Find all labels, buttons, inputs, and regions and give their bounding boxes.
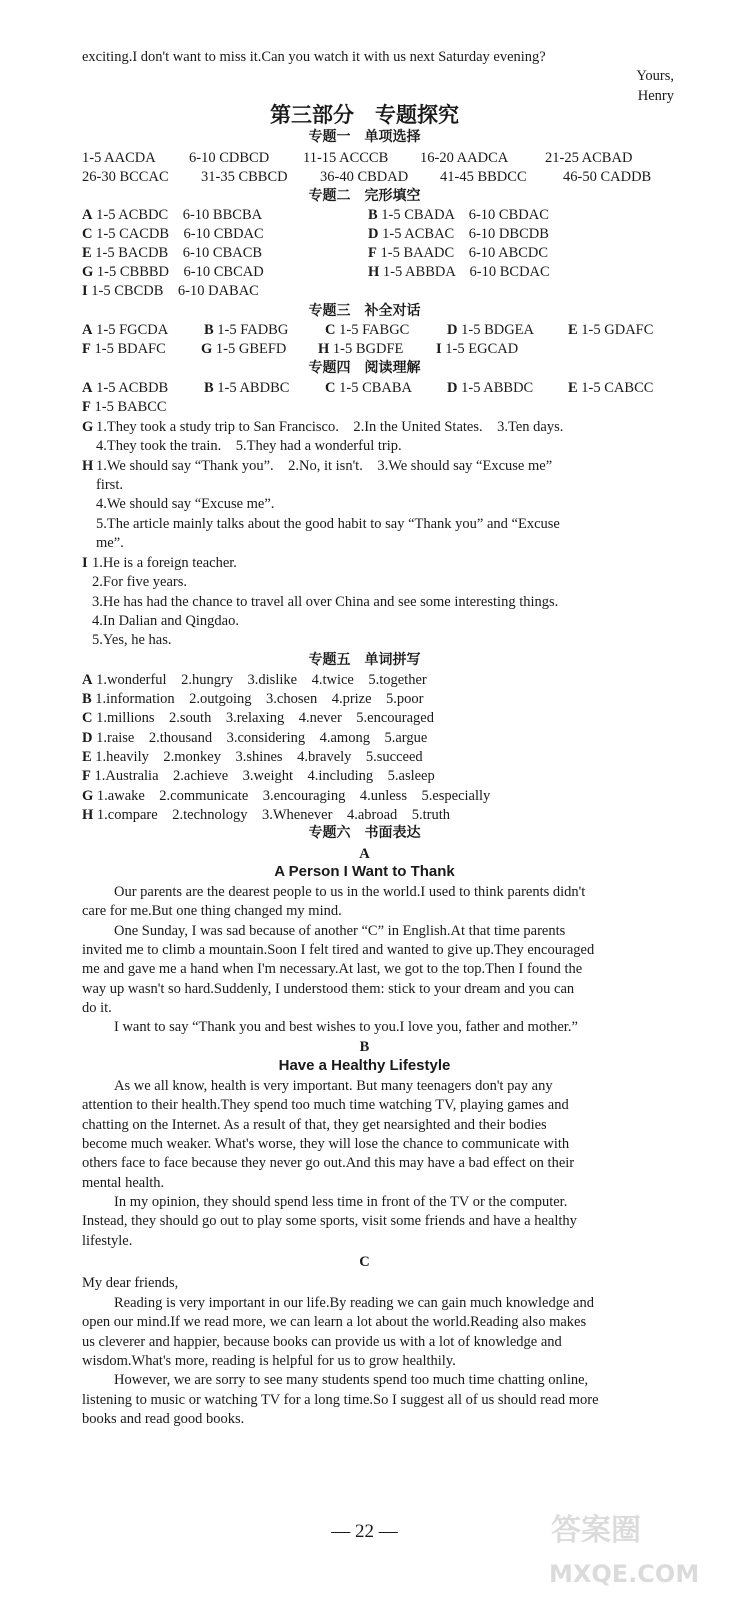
topic2-title: 专题二 完形填空 <box>308 188 421 204</box>
topic1-answer: 6-10 CDBCD <box>189 150 270 166</box>
letter-closing: Yours, <box>636 68 674 84</box>
topic5-item: E 1.heavily 2.monkey 3.shines 4.bravely 5.succeed <box>82 749 423 765</box>
topic2-item: A 1-5 ACBDC 6-10 BBCBA <box>82 207 263 223</box>
essay-b-line: attention to their health.They spend too much time watching TV, playing games and <box>82 1097 569 1113</box>
topic5-item: H 1.compare 2.technology 3.Whenever 4.abroad 5.truth <box>82 807 451 823</box>
topic5-item: D 1.raise 2.thousand 3.considering 4.among 5.argue <box>82 730 428 746</box>
essay-c-line: My dear friends, <box>82 1275 179 1291</box>
part-title: 第三部分 专题探究 <box>270 103 459 127</box>
topic4-I-letter: I <box>82 555 88 571</box>
essay-a-line: Our parents are the dearest people to us in the world.I used to think parents didn't <box>114 884 586 900</box>
topic3-item: F 1-5 BDAFC <box>82 341 166 357</box>
topic2-item: C 1-5 CACDB 6-10 CBDAC <box>82 226 264 242</box>
watermark-site: MXQE.COM <box>549 1560 700 1588</box>
topic1-answer: 21-25 ACBAD <box>545 150 633 166</box>
topic4-H-line: 4.We should say “Excuse me”. <box>96 496 275 512</box>
topic2-item: E 1-5 BACDB 6-10 CBACB <box>82 245 263 261</box>
topic5-item: A 1.wonderful 2.hungry 3.dislike 4.twice 5.together <box>82 672 427 688</box>
topic1-answer: 41-45 BBDCC <box>440 169 527 185</box>
essay-b-line: chatting on the Internet. As a result of that, they get nearsighted and their bodies <box>82 1117 547 1133</box>
essay-a-line: One Sunday, I was sad because of another “C” in English.At that time parents <box>114 923 566 939</box>
essay-c-line: listening to music or watching TV for a long time.So I suggest all of us should read more <box>82 1392 599 1408</box>
essay-b-line: lifestyle. <box>82 1233 133 1249</box>
essay-c-line: Reading is very important in our life.By reading we can gain much knowledge and <box>114 1295 594 1311</box>
essay-c-label: C <box>359 1254 370 1270</box>
topic4-H-line: 1.We should say “Thank you”. 2.No, it isn't. 3.We should say “Excuse me” <box>96 458 553 474</box>
essay-a-line: me and gave me a hand when I'm necessary.At last, we got to the top.Then I found the <box>82 961 583 977</box>
topic2-item: H 1-5 ABBDA 6-10 BCDAC <box>368 264 550 280</box>
essay-a-line: care for me.But one thing changed my mind. <box>82 903 342 919</box>
topic3-item: B 1-5 FADBG <box>204 322 289 338</box>
topic4-title: 专题四 阅读理解 <box>308 360 421 376</box>
essay-b-line: others face to face because they never go out.And this may have a bad effect on their <box>82 1155 575 1171</box>
topic1-answer: 36-40 CBDAD <box>320 169 409 185</box>
topic3-item: H 1-5 BGDFE <box>318 341 404 357</box>
topic1-title: 专题一 单项选择 <box>308 129 421 145</box>
topic4-H-line: first. <box>96 477 123 493</box>
topic4-G-line: 1.They took a study trip to San Francisco. 2.In the United States. 3.Ten days. <box>96 419 564 435</box>
topic4-I-line: 1.He is a foreign teacher. <box>92 555 237 571</box>
topic4-H-line: me”. <box>96 535 124 551</box>
essay-b-title: Have a Healthy Lifestyle <box>278 1057 451 1074</box>
essay-a-label: A <box>359 846 370 862</box>
topic5-title: 专题五 单词拼写 <box>308 652 421 668</box>
topic2-item: I 1-5 CBCDB 6-10 DABAC <box>82 283 259 299</box>
topic3-item: D 1-5 BDGEA <box>447 322 535 338</box>
topic6-title: 专题六 书面表达 <box>308 825 421 841</box>
topic2-item: F 1-5 BAADC 6-10 ABCDC <box>368 245 549 261</box>
topic1-answer: 11-15 ACCCB <box>303 150 389 166</box>
essay-a-line: I want to say “Thank you and best wishes to you.I love you, father and mother.” <box>114 1019 578 1035</box>
topic4-item: F 1-5 BABCC <box>82 399 167 415</box>
topic5-item: G 1.awake 2.communicate 3.encouraging 4.unless 5.especially <box>82 788 491 804</box>
topic1-answer: 16-20 AADCA <box>420 150 509 166</box>
topic4-item: A 1-5 ACBDB <box>82 380 169 396</box>
watermark-text: 答案圈 <box>551 1513 641 1548</box>
topic3-item: A 1-5 FGCDA <box>82 322 169 338</box>
topic4-item: C 1-5 CBABA <box>325 380 413 396</box>
essay-a-line: invited me to climb a mountain.Soon I felt tired and wanted to give up.They encouraged <box>82 942 595 958</box>
topic5-item: B 1.information 2.outgoing 3.chosen 4.prize 5.poor <box>82 691 424 707</box>
essay-b-line: Instead, they should go out to play some sports, visit some friends and have a healthy <box>82 1213 577 1229</box>
letter-signature: Henry <box>637 88 674 104</box>
topic4-item: B 1-5 ABDBC <box>204 380 290 396</box>
topic4-I-line: 2.For five years. <box>92 574 188 590</box>
essay-c-line: wisdom.What's more, reading is helpful for us to grow healthily. <box>82 1353 456 1369</box>
essay-c-line: books and read good books. <box>82 1411 245 1427</box>
topic5-item: C 1.millions 2.south 3.relaxing 4.never 5.encouraged <box>82 710 434 726</box>
essay-a-title: A Person I Want to Thank <box>274 863 455 880</box>
topic3-item: I 1-5 EGCAD <box>436 341 519 357</box>
topic4-H-letter: H <box>82 458 94 474</box>
topic4-G-line: 4.They took the train. 5.They had a wonderful trip. <box>96 438 402 454</box>
topic4-I-line: 4.In Dalian and Qingdao. <box>92 613 239 629</box>
topic5-item: F 1.Australia 2.achieve 3.weight 4.including 5.asleep <box>82 768 435 784</box>
essay-a-line: way up wasn't so hard.Suddenly, I understood them: stick to your dream and you can <box>82 981 575 997</box>
topic2-item: B 1-5 CBADA 6-10 CBDAC <box>368 207 549 223</box>
topic4-I-line: 5.Yes, he has. <box>92 632 172 648</box>
page-number: — 22 — <box>331 1521 398 1542</box>
topic3-item: G 1-5 GBEFD <box>201 341 287 357</box>
topic2-item: G 1-5 CBBBD 6-10 CBCAD <box>82 264 264 280</box>
essay-b-line: In my opinion, they should spend less time in front of the TV or the computer. <box>114 1194 568 1210</box>
essay-b-line: mental health. <box>82 1175 165 1191</box>
topic3-item: C 1-5 FABGC <box>325 322 410 338</box>
topic4-I-line: 3.He has had the chance to travel all over China and see some interesting things. <box>92 594 559 610</box>
topic1-answer: 26-30 BCCAC <box>82 169 169 185</box>
topic4-item: D 1-5 ABBDC <box>447 380 534 396</box>
topic1-answer: 46-50 CADDB <box>563 169 652 185</box>
letter-last-line: exciting.I don't want to miss it.Can you watch it with us next Saturday evening? <box>82 49 546 65</box>
essay-b-label: B <box>359 1039 370 1055</box>
watermark-logo <box>545 1504 717 1592</box>
topic4-item: E 1-5 CABCC <box>568 380 654 396</box>
topic2-item: D 1-5 ACBAC 6-10 DBCDB <box>368 226 549 242</box>
topic3-title: 专题三 补全对话 <box>308 303 421 319</box>
topic1-answer: 31-35 CBBCD <box>201 169 288 185</box>
essay-c-line: open our mind.If we read more, we can learn a lot about the world.Reading also makes <box>82 1314 587 1330</box>
essay-c-line: us cleverer and happier, because books can provide us with a lot of knowledge and <box>82 1334 562 1350</box>
topic1-answer: 1-5 AACDA <box>82 150 156 166</box>
topic4-H-line: 5.The article mainly talks about the good habit to say “Thank you” and “Excuse <box>96 516 560 532</box>
essay-c-line: However, we are sorry to see many students spend too much time chatting online, <box>114 1372 589 1388</box>
essay-b-line: As we all know, health is very important. But many teenagers don't pay any <box>114 1078 553 1094</box>
topic3-item: E 1-5 GDAFC <box>568 322 654 338</box>
topic4-G-letter: G <box>82 419 94 435</box>
essay-a-line: do it. <box>82 1000 112 1016</box>
essay-b-line: become much weaker. What's worse, they will lose the chance to communicate with <box>82 1136 570 1152</box>
